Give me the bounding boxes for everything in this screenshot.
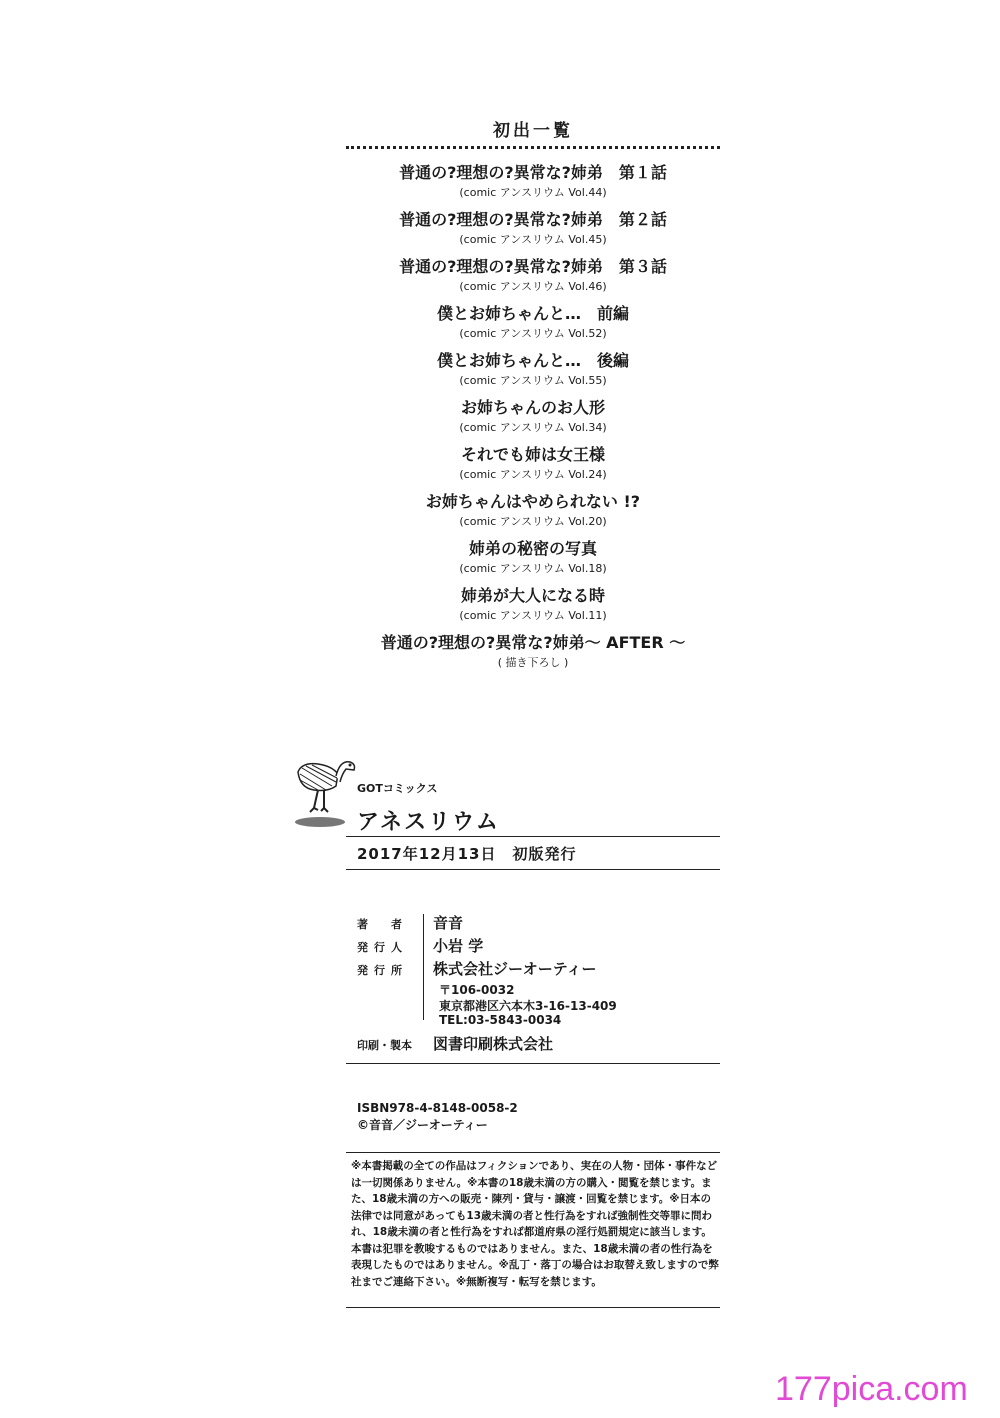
credit-value: 株式会社ジーオーティー [433, 960, 597, 978]
list-item [346, 585, 720, 632]
entry-source: (comic アンスリウム Vol.11) [459, 609, 607, 622]
legal-notice [346, 1152, 720, 1308]
entry-source: (comic アンスリウム Vol.44) [459, 186, 607, 199]
entry-title: 姉弟が大人になる時 [460, 586, 605, 605]
dotted-divider [346, 146, 720, 149]
divider [346, 1063, 720, 1064]
entry-title: 普通の?理想の?異常な?姉弟 第３話 [399, 257, 667, 276]
credit-value: 小岩 学 [433, 937, 484, 955]
copyright: ©音音／ジーオーティー [357, 1118, 488, 1132]
street-address: 東京都港区六本木3-16-13-409 [439, 999, 617, 1013]
credit-label: 著 者 [357, 918, 408, 931]
entry-title: 普通の?理想の?異常な?姉弟 第１話 [399, 163, 667, 182]
entry-source: ( 描き下ろし ) [497, 656, 569, 669]
credit-label: 印刷・製本 [357, 1039, 412, 1052]
entry-source: (comic アンスリウム Vol.45) [459, 233, 607, 246]
watermark: 177pica.com [775, 1370, 968, 1408]
entry-title: 姉弟の秘密の写真 [468, 539, 597, 558]
entry-title: 僕とお姉ちゃんと… 前編 [436, 304, 629, 323]
entry-source: (comic アンスリウム Vol.18) [459, 562, 607, 575]
list-item [346, 491, 720, 538]
list-item [346, 632, 720, 679]
list-item [346, 209, 720, 256]
entry-source: (comic アンスリウム Vol.34) [459, 421, 607, 434]
list-item [346, 162, 720, 209]
imprint-label: GOTコミックス [357, 782, 438, 795]
list-item [346, 397, 720, 444]
entry-source: (comic アンスリウム Vol.20) [459, 515, 607, 528]
list-item [346, 444, 720, 491]
entry-title: 普通の?理想の?異常な?姉弟 第２話 [399, 210, 667, 229]
postal-code: 〒106-0032 [439, 983, 515, 997]
entry-title: それでも姉は女王様 [460, 445, 605, 464]
entry-title: お姉ちゃんのお人形 [460, 398, 605, 417]
notice-text: ※本書掲載の全ての作品はフィクションであり、実在の人物・団体・事件などは一切関係ありません。※本書の18歳未満の方の購入・閲覧を禁じます。また、18歳未満の方への販売・陳列・貸与・譲渡・回覧を禁じます。※日本の法律では同意があっても13歳未満の者と性行為をすれば強制性交等罪に問われ、18歳未満の者と性行為をすれば都道府県の淫行処罰規定に該当します。本書は犯罪を教唆するものではありません。また、18歳未満の者の性行為を表現したものではありません。※乱丁・落丁の場合はお取替え致しますので弊社までご連絡下さい。※無断複写・転写を禁じます。 [351, 1160, 719, 1288]
credit-label: 発行人 [357, 941, 408, 954]
list-item [346, 538, 720, 585]
credit-value: 音音 [433, 914, 464, 932]
entry-source: (comic アンスリウム Vol.46) [459, 280, 607, 293]
entry-title: お姉ちゃんはやめられない !? [425, 492, 641, 511]
publication-date: 2017年12月13日 初版発行 [357, 845, 577, 863]
book-title: アネスリウム [357, 810, 500, 835]
page-heading: 初出一覧 [493, 121, 573, 141]
credits-separator [423, 914, 424, 1020]
entry-source: (comic アンスリウム Vol.24) [459, 468, 607, 481]
entry-source: (comic アンスリウム Vol.55) [459, 374, 607, 387]
entry-title: 普通の?理想の?異常な?姉弟～ AFTER ～ [380, 633, 686, 652]
divider [346, 836, 720, 837]
isbn: ISBN978-4-8148-0058-2 [357, 1101, 518, 1115]
telephone: TEL:03-5843-0034 [439, 1013, 562, 1027]
entry-source: (comic アンスリウム Vol.52) [459, 327, 607, 340]
isbn-block [357, 1100, 518, 1134]
list-item [346, 350, 720, 397]
credit-value: 図書印刷株式会社 [433, 1035, 554, 1053]
first-appearance-list [346, 162, 720, 679]
entry-title: 僕とお姉ちゃんと… 後編 [436, 351, 629, 370]
list-item [346, 256, 720, 303]
bird-logo-icon [288, 752, 358, 832]
list-item [346, 303, 720, 350]
divider [346, 869, 720, 870]
credit-label: 発行所 [357, 964, 408, 977]
